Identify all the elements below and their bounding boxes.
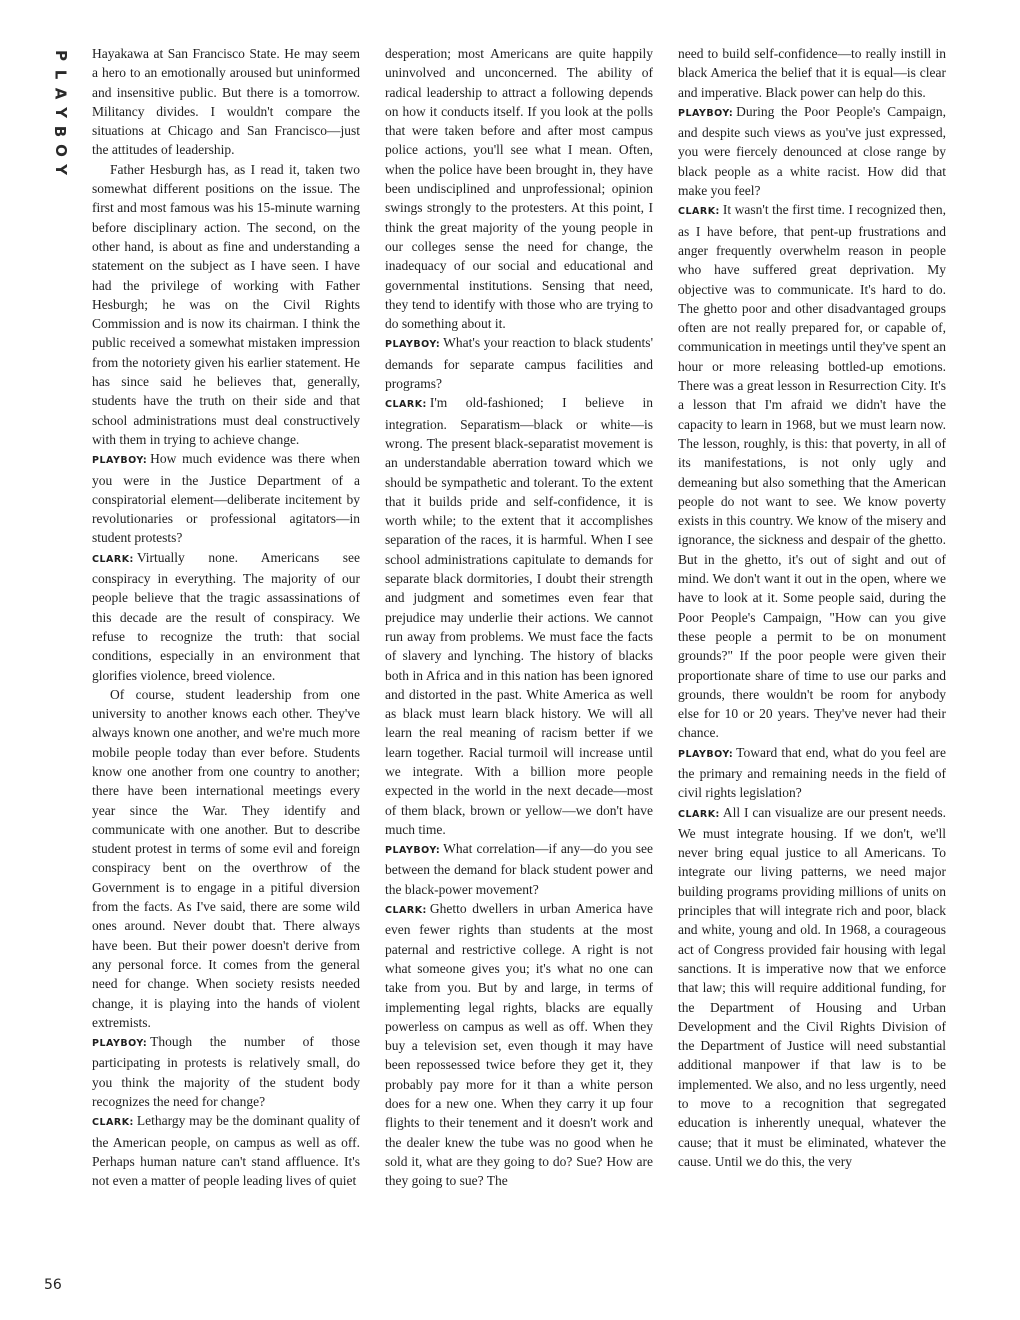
text-column-3 (678, 44, 946, 1288)
continued-paragraph: desperation; most Americans are quite happily uninvolved and unconcerned. The ability of radical leadership to attract a following depends on how it conducts itself. If you look at the polls that were taken before and after most campus police actions, you'll see what I mean. Often, when the police have been brought in, they have been undisciplined and unprofessional; opinion swings strongly to the protesters. At this point, I think the great majority of the young people in our colleges sense the need for change, the inadequacy of our social and educational and governmental institutions. Sensing that need, they tend to identify with those who are trying to do something about it. (385, 46, 653, 332)
text-column-2 (385, 44, 653, 1288)
masthead-vertical (46, 46, 74, 179)
speaker-label: CLARK: (385, 905, 427, 917)
interview-exchange (678, 200, 946, 742)
speaker-label: PLAYBOY: (92, 1038, 148, 1050)
speaker-text: Lethargy may be the dominant quality of the American people, on campus as well as off. Perhaps human nature can't stand affluence. It's not even a matter of people leading lives of quiet (92, 1113, 360, 1189)
masthead-letter: A (51, 87, 70, 100)
speaker-text: All I can visualize are our present needs. We must integrate housing. If we don't, we'll never bring equal justice to all Americans. To integrate our living patterns, we need major building programs providing millions of units on principles that will integrate rich and poor, black and white, young and old. In 1968, a courageous act of Congress provided fair housing with legal sanctions. It is imperative now that we enforce that law; this will require additional funding, for the Department of Housing and Urban Development and the Civil Rights Division of the Department of Justice will need substantial additional manpower if that law is to be implemented. We also, and no less urgently, need to move to a recognition that segregated education is inherently unequal, whatever the cause; that it must be eliminated, whatever the cause. Until we do this, the very (678, 804, 946, 1169)
speaker-label: CLARK: (385, 399, 427, 411)
masthead-letter: L (51, 69, 70, 80)
text-column-1 (92, 44, 360, 1288)
interview-exchange (678, 803, 946, 1172)
body-paragraph: Of course, student leadership from one university to another knows each other. They've always known one another, and we're much more mobile people today than ever before. Students know one another from one country to another; there have been international meetings every year since the War. They identify and communicate with one another. But to describe student protest in terms of some evil and foreign conspiracy bent on the overthrow of the Government is to engage in a pitiful diversion from the facts. As I've said, there are some wild ones around. Never doubt that. There always have been. But their power doesn't derive from any personal force. It comes from the general need for change. When society resists needed change, it is playing into the hands of violent extremists. (92, 686, 360, 1030)
speaker-label: CLARK: (92, 1117, 134, 1129)
speaker-label: PLAYBOY: (385, 845, 441, 857)
speaker-label: PLAYBOY: (678, 748, 734, 760)
speaker-label: CLARK: (678, 808, 720, 820)
interview-exchange (92, 1111, 360, 1190)
speaker-text: During the Poor People's Campaign, and despite such views as you've just expressed, you were fiercely denounced at close range by black people as a white racist. How did that make you feel? (678, 103, 946, 199)
speaker-label: PLAYBOY: (92, 455, 148, 467)
masthead-letter: Y (51, 164, 70, 175)
speaker-label: CLARK: (92, 553, 134, 565)
body-paragraph: Father Hesburgh has, as I read it, taken two somewhat different positions on the issue. The first and most famous was his 15-minute warning before disciplinary action. The second, on the other hand, is about as fine and understanding a statement on the subject as I have seen. I have had the privilege of working with Father Hesburgh; he was on the Civil Rights Commission and is now its chairman. I think the public received a somewhat mistaken impression from the notoriety given his earlier statement. He has since said he believes that, generally, students have the truth on their side and that school administrations must deal constructively with them in trying to achieve change. (92, 161, 360, 447)
interview-exchange (678, 102, 946, 200)
speaker-text: What's your reaction to black students' demands for separate campus facilities and programs? (385, 335, 653, 392)
speaker-text: What correlation—if any—do you see between the demand for black student power and the black-power movement? (385, 841, 653, 897)
masthead-letter: P (51, 50, 70, 61)
speaker-text: It wasn't the first time. I recognized then, as I have before, that pent-up frustrations and anger frequently overwhelm reason in people who have suffered great deprivation. My objective was to communicate. It's hard to do. The ghetto poor and other disadvantaged groups often are not really prepared for, or capable of, communication in meetings until they've spent an hour or more releasing bottled-up emotions. There was a great lesson in Resurrection City. It's a lesson that I'm afraid we didn't have the capacity to learn in 1968, but we must learn now. The lesson, roughly, is this: that poverty, in all of its manifestations, is not only ugly and demeaning but also something that the American people do not want to see. We know poverty exists in this country. We know of the misery and ignorance, the sickness and despair of the ghetto. But in the ghetto, it's out of sight and out of mind. We don't want it out in the open, where we have to look at it. Some people said, during the Poor People's Campaign, "How can you give these people a permit to be on monument grounds?" If the poor people were given their proportionate share of time to use our parks and grounds, there wouldn't be room for anybody else for 10 or 20 years. They've never had their chance. (678, 202, 946, 741)
continued-paragraph: Hayakawa at San Francisco State. He may seem a hero to an emotionally aroused but uninformed and insensitive public. But there is a tomorrow. Militancy divides. I wouldn't compare the situations at Chicago and San Francisco—just the attitudes of leadership. (92, 46, 360, 158)
interview-exchange (92, 548, 360, 685)
speaker-label: CLARK: (678, 206, 720, 218)
interview-exchange (385, 393, 653, 839)
speaker-text: How much evidence was there when you were in the Justice Department of a conspiratorial element—deliberate incitement by revolutionaries or professional agitators—in student protests? (92, 451, 360, 546)
speaker-label: PLAYBOY: (678, 107, 734, 119)
interview-exchange (92, 1032, 360, 1111)
masthead-letter: O (51, 144, 70, 157)
interview-exchange (385, 899, 653, 1190)
speaker-label: PLAYBOY: (385, 339, 441, 351)
page-number: 56 (44, 1277, 62, 1293)
interview-exchange (385, 333, 653, 393)
speaker-text: I'm old-fashioned; I believe in integration. Separatism—black or white—is wrong. The present black-separatist movement is an understandable aberration toward which we should be sympathetic and tolerant. To the extent that it builds pride and self-confidence, it is worth while; to the extent that it accomplishes separation of the races, it is harmful. When I see school administrations capitulate to demands for separate black dormitories, I doubt their strength and judgment and sometimes even fear that prejudice may underlie their actions. We cannot run away from problems. We must face the facts of slavery and lynching. The history of blacks both in Africa and in this nation has been ignored and distorted in the past. White America as well as black must learn black history. We will all learn the real meaning of racism better if we learn together. Racial turmoil will increase until we integrate. With a billion more people expected in the world in the next decade—most of them black, brown or yellow—we don't have much time. (385, 395, 653, 837)
speaker-text: Though the number of those participating in protests is relatively small, do you think the majority of the student body recognizes the need for change? (92, 1034, 360, 1110)
interview-exchange (385, 839, 653, 899)
interview-exchange (678, 743, 946, 803)
speaker-text: Toward that end, what do you feel are the primary and remaining needs in the field of civil rights legislation? (678, 744, 946, 801)
speaker-text: Virtually none. Americans see conspiracy in everything. The majority of our people believe that the tragic assassinations of this decade are the result of conspiracy. We refuse to recognize the truth: that social conditions, especially in an environment that glorifies violence, breed violence. (92, 549, 360, 683)
speaker-text: Ghetto dwellers in urban America have even fewer rights than students at the most paternal and restrictive college. A right is not what someone gives you; it's what no one can take from you. But by and large, in terms of implementing legal rights, blacks are equally powerless on campus as well as off. When they buy a television set, even though it may have been repossessed twice before they get it, they probably pay more for it than a white person does for a new one. When they carry it up four flights to their tenement and it doesn't work and the dealer knew the tube was no good when he sold it, what are they going to do? Sue? How are they going to sue? The (385, 901, 653, 1189)
masthead-letter: Y (51, 107, 70, 118)
interview-exchange (92, 449, 360, 547)
continued-paragraph: need to build self-confidence—to really instill in black America the belief that it is equal—is clear and imperative. Black power can help do this. (678, 46, 946, 100)
masthead-letter: B (51, 125, 70, 138)
